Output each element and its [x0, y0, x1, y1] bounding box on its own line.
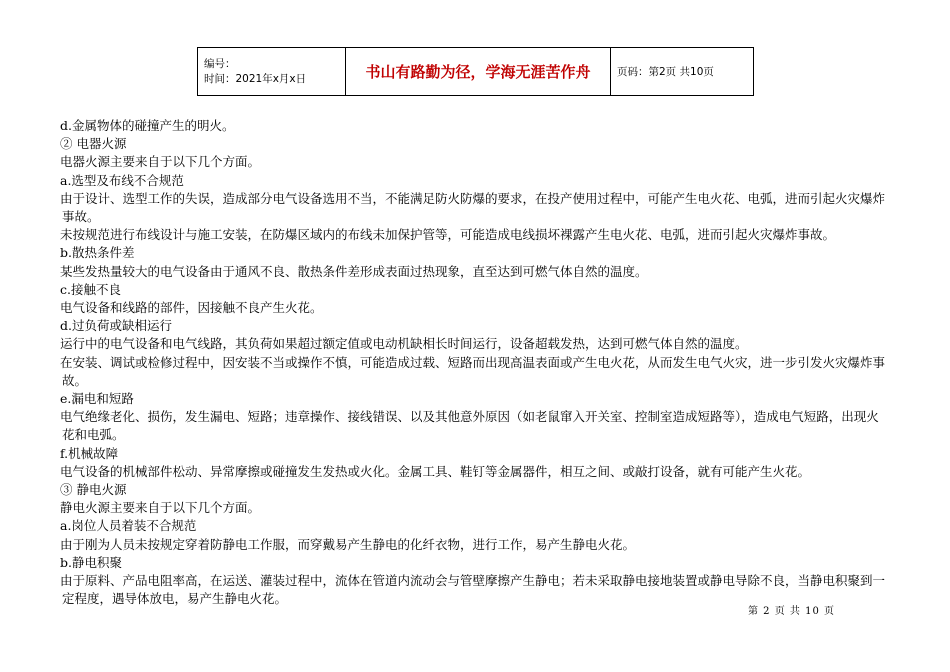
document-time-label: 时间：2021年x月x日	[204, 72, 307, 85]
subsection-heading: a.岗位人员着装不合规范	[60, 518, 197, 534]
paragraph: 某些发热量较大的电气设备由于通风不良、散热条件差形成表面过热现象，直至达到可燃气体自然的温度。	[60, 263, 648, 279]
paragraph: 由于设计、选型工作的失误，造成部分电气设备选用不当，不能满足防火防爆的要求，在投产使用过程中，可能产生电火花、电弧，进而引起火灾爆炸事故。	[60, 190, 886, 225]
document-header	[197, 47, 754, 96]
subsection-heading: e.漏电和短路	[60, 391, 134, 407]
document-number-label: 编号：	[204, 57, 236, 70]
subsection-heading: c.接触不良	[60, 281, 121, 297]
paragraph: 由于原料、产品电阻率高，在运送、灌装过程中，流体在管道内流动会与管壁摩擦产生静电；若未采取静电接地装置或静电导除不良，当静电积聚到一定程度，遇导体放电，易产生静电火花。	[60, 573, 886, 607]
page-footer: 第 2 页 共 10 页	[748, 606, 835, 617]
subsection-heading: b.散热条件差	[60, 245, 135, 261]
document-body	[62, 117, 890, 608]
paragraph: 静电火源主要来自于以下几个方面。	[60, 500, 261, 516]
subsection-heading: d.过负荷或缺相运行	[60, 318, 172, 334]
subsection-heading: a.选型及布线不合规范	[60, 172, 184, 188]
paragraph: 运行中的电气设备和电气线路，其负荷如果超过额定值或电动机缺相长时间运行，设备超载发热，达到可燃气体自然的温度。	[60, 336, 748, 352]
subsection-heading: b.静电积聚	[60, 554, 122, 570]
header-info-cell	[198, 48, 346, 96]
section-heading: ③ 静电火源	[60, 482, 127, 498]
paragraph: 电气绝缘老化、损伤，发生漏电、短路；违章操作、接线错误、以及其他意外原因（如老鼠窜入开关室、控制室造成短路等），造成电气短路，出现火花和电弧。	[60, 409, 879, 443]
header-motto: 书山有路勤为径，学海无涯苦作舟	[346, 48, 611, 96]
paragraph: 电气设备和线路的部件，因接触不良产生火花。	[60, 300, 323, 316]
paragraph: 由于刚为人员未按规定穿着防静电工作服，而穿戴易产生静电的化纤衣物，进行工作，易产生静电火花。	[60, 536, 636, 552]
paragraph: d.金属物体的碰撞产生的明火。	[60, 118, 235, 133]
paragraph: 未按规范进行布线设计与施工安装，在防爆区域内的布线未加保护管等，可能造成电线损坏裸露产生电火花、电弧，进而引起火灾爆炸事故。	[60, 227, 836, 243]
paragraph: 电气设备的机械部件松动、异常摩擦或碰撞发生发热或火化。金属工具、鞋钉等金属器件，相互之间、或敲打设备，就有可能产生火花。	[60, 463, 811, 479]
paragraph: 在安装、调试或检修过程中，因安装不当或操作不慎，可能造成过载、短路而出现高温表面或产生电火花，从而发生电气火灾，进一步引发火灾爆炸事故。	[60, 354, 886, 388]
subsection-heading: f.机械故障	[60, 445, 119, 461]
paragraph: 电器火源主要来自于以下几个方面。	[60, 154, 261, 170]
section-heading: ② 电器火源	[60, 136, 127, 152]
header-page-label: 页码：第2页 共10页	[611, 48, 754, 96]
